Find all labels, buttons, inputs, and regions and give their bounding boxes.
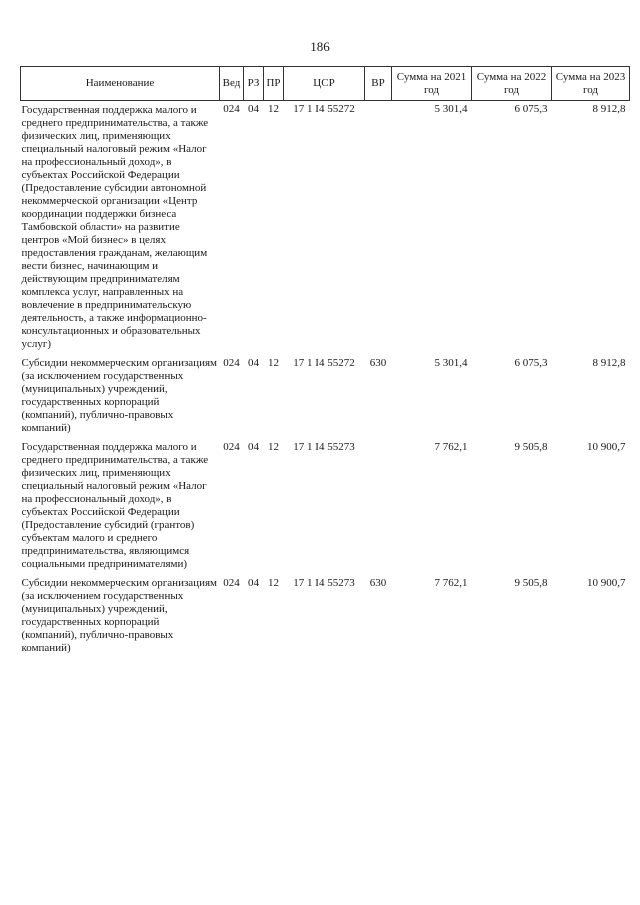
- row-rz: 04: [248, 577, 259, 589]
- row-name: Государственная поддержка малого и среднего предпринимательства, а также физических лиц, применяющих специальный налоговый режим «Налог на профессиональный доход», в субъектах Российской Федерации (Предоставление субсидии автономной некоммерческой организации «Центр координации поддержки бизнеса Тамбовской области» на развитие центров «Мой бизнес» в целях предоставления гражданам, желающим вести бизнес, начинающим и действующим предпринимателям комплекса услуг, направленных на вовлечение в предпринимательскую деятельность, а также информационно-консультационных и образовательных услуг): [21, 104, 209, 350]
- row-pr: 12: [268, 441, 279, 453]
- header-ved: Вед: [220, 67, 244, 101]
- row-pr: 12: [268, 357, 279, 369]
- row-ved: 024: [223, 103, 240, 115]
- header-pr: ПР: [264, 67, 284, 101]
- row-sum-2023: 10 900,7: [587, 577, 626, 589]
- row-csr: 17 1 I4 55272: [293, 357, 355, 369]
- row-sum-2021: 5 301,4: [434, 357, 468, 369]
- row-rz: 04: [248, 357, 259, 369]
- page-number: 186: [310, 39, 330, 54]
- header-sum-2023: Сумма на 2023 год: [552, 67, 630, 101]
- row-sum-2023: 8 912,8: [592, 103, 626, 115]
- row-sum-2022: 6 075,3: [514, 103, 548, 115]
- table-header: [21, 67, 630, 101]
- header-sum-2022: Сумма на 2022 год: [472, 67, 552, 101]
- row-ved: 024: [223, 357, 240, 369]
- row-sum-2021: 7 762,1: [434, 577, 468, 589]
- row-name: Государственная поддержка малого и среднего предпринимательства, а также физических лиц, применяющих специальный налоговый режим «Налог на профессиональный доход», в субъектах Российской Федерации (Предоставление субсидий (грантов) субъектам малого и среднего предпринимательства, являющимся социальными предпринимателями): [21, 441, 209, 570]
- header-csr: ЦСР: [284, 67, 365, 101]
- row-vr: [365, 439, 392, 575]
- row-sum-2022: 9 505,8: [514, 441, 548, 453]
- row-sum-2023: 8 912,8: [592, 357, 626, 369]
- row-pr: 12: [268, 577, 279, 589]
- row-ved: 024: [223, 441, 240, 453]
- table-row: [21, 101, 630, 356]
- budget-table: [20, 66, 630, 659]
- row-vr: [365, 101, 392, 356]
- row-csr: 17 1 I4 55273: [293, 577, 355, 589]
- table-row: [21, 439, 630, 575]
- row-vr: 630: [369, 577, 387, 589]
- row-vr: 630: [369, 357, 387, 369]
- table-row: [21, 575, 630, 659]
- row-pr: 12: [268, 103, 279, 115]
- row-rz: 04: [248, 103, 259, 115]
- header-sum-2021: Сумма на 2021 год: [392, 67, 472, 101]
- row-csr: 17 1 I4 55272: [293, 103, 355, 115]
- table-row: [21, 355, 630, 439]
- header-vr: ВР: [365, 67, 392, 101]
- row-ved: 024: [223, 577, 240, 589]
- row-sum-2022: 9 505,8: [514, 577, 548, 589]
- row-sum-2021: 5 301,4: [434, 103, 468, 115]
- row-name: Субсидии некоммерческим организациям (за исключением государственных (муниципальных) учреждений, государственных корпораций (компаний), публично-правовых компаний): [21, 577, 217, 654]
- row-rz: 04: [248, 441, 259, 453]
- row-sum-2021: 7 762,1: [434, 441, 468, 453]
- row-sum-2022: 6 075,3: [514, 357, 548, 369]
- header-name: Наименование: [21, 67, 220, 101]
- header-rz: РЗ: [244, 67, 264, 101]
- row-name: Субсидии некоммерческим организациям (за исключением государственных (муниципальных) учреждений, государственных корпораций (компаний), публично-правовых компаний): [21, 357, 217, 434]
- row-sum-2023: 10 900,7: [587, 441, 626, 453]
- row-csr: 17 1 I4 55273: [293, 441, 355, 453]
